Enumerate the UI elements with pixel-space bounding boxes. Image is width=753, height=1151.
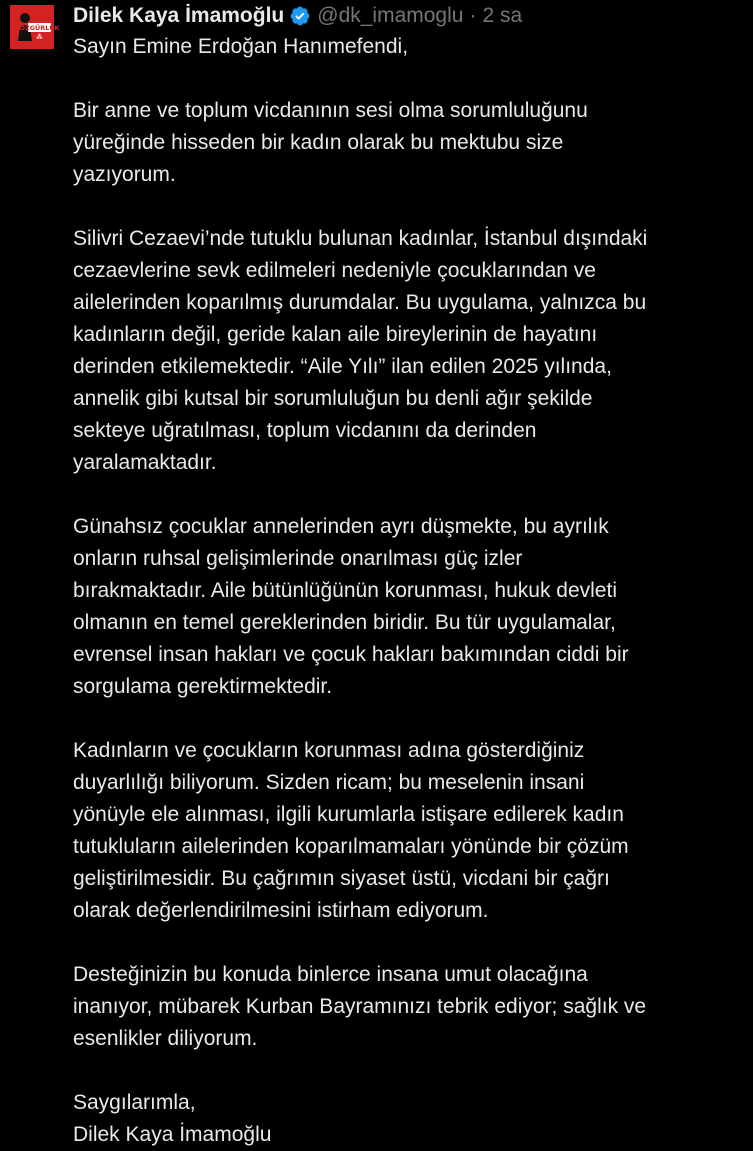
header-separator: · xyxy=(469,4,477,27)
tweet-timestamp[interactable]: 2 sa xyxy=(482,4,523,27)
author-display-name[interactable]: Dilek Kaya İmamoğlu xyxy=(73,4,285,27)
avatar-logo-icon xyxy=(10,5,60,49)
tweet-closing: Saygılarımla, Dilek Kaya İmamoğlu xyxy=(73,1091,272,1146)
tweet-body xyxy=(73,31,753,1151)
author-avatar[interactable] xyxy=(10,5,60,49)
svg-text:⁂: ⁂ xyxy=(36,34,43,41)
verified-badge-icon[interactable] xyxy=(289,5,311,27)
avatar-logo-text: ÖZGÜRLÜK xyxy=(19,24,60,32)
tweet-paragraph-4: Kadınların ve çocukların korunması adına gösterdiğiniz duyarlılığı biliyorum. Sizden ricam; bu meselenin insani yönüyle ele alınması, ilgili kurumlarla istişare edilerek kadın tutukluların ailelerinden koparılmamaları yönünde bir çözüm geliştirilmesidir. Bu çağrımın siyaset üstü, vicdani bir çağrı olarak değerlendirilmesini istirham ediyorum. xyxy=(73,739,629,922)
tweet-paragraph-1: Bir anne ve toplum vicdanının sesi olma sorumluluğunu yüreğinde hisseden bir kadın olarak bu mektubu size yazıyorum. xyxy=(73,99,588,186)
tweet-paragraph-3: Günahsız çocuklar annelerinden ayrı düşmekte, bu ayrılık onların ruhsal gelişimlerinde onarılması güç izler bırakmaktadır. Aile bütünlüğünün korunması, hukuk devleti olmanın en temel gereklerinden biridir. Bu tür uygulamalar, evrensel insan hakları ve çocuk hakları bakımından ciddi bir sorgulama gerektirmektedir. xyxy=(73,515,629,698)
author-handle[interactable]: @dk_imamoglu xyxy=(317,4,464,27)
tweet-greeting: Sayın Emine Erdoğan Hanımefendi, xyxy=(73,35,409,58)
tweet-paragraph-5: Desteğinizin bu konuda binlerce insana umut olacağına inanıyor, mübarek Kurban Bayramınızı tebrik ediyor; sağlık ve esenlikler diliyorum. xyxy=(73,963,647,1050)
tweet-paragraph-2: Silivri Cezaevi’nde tutuklu bulunan kadınlar, İstanbul dışındaki cezaevlerine sevk edilmeleri nedeniyle çocuklarından ve ailelerinden koparılmış durumdalar. Bu uygulama, yalnızca bu kadınların değil, geride kalan aile bireylerinin de hayatını derinden etkilemektedir. “Aile Yılı” ilan edilen 2025 yılında, annelik gibi kutsal bir sorumluluğun bu denli ağır şekilde sekteye uğratılması, toplum vicdanını da derinden yaralamaktadır. xyxy=(73,227,648,474)
tweet-header xyxy=(73,2,522,30)
